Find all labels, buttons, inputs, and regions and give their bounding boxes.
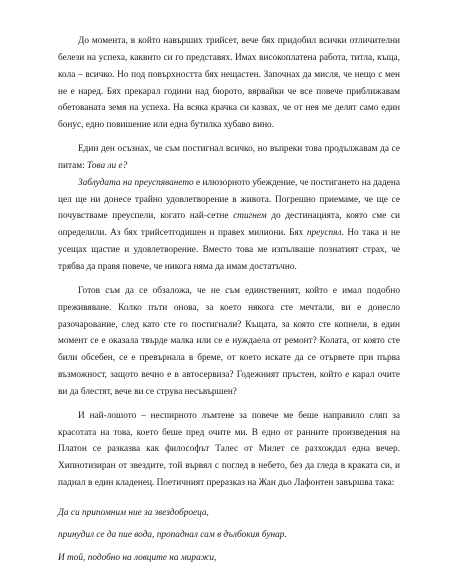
verse-line: Да си припомним ние за звездоброеца, [58,507,209,518]
paragraph-is-this-it [58,141,400,175]
paragraph-text: Един ден осъзнах, че съм постигнал всичко, но въпреки това продължавам да се питам: [58,144,400,171]
paragraph-text: е илюзорното убеждение, че постигането на дадена цел ще ни донесе трайно удовлетворение в живота. Погрешно приемаме, че ще се почувстваме преуспели, когато най-сетне [58,177,400,222]
paragraph-text: И най-лошото – неспирното лъмтене за повече ме беше направило сляп за красотата на това, което беше пред очите ми. В едно от ранните произведения на Платон се разказва как философът Талес от Милет се разхождал една вечер. Хипнотизиран от звездите, той вървял с поглед в небето, без да гледа в краката си, и паднал в един кладенец. Поетичният преразказ на Жан дьо Лафонтен завършва така: [58,410,400,489]
emphasis-question: Това ли е? [87,160,128,171]
emphasis-term: Заблудата на преуспяването [78,177,194,188]
verse-line: принудил се да пие вода, пропаднал сам в дълбокия бунар. [58,530,287,541]
emphasis-word: преуспял [306,228,342,239]
paragraph-success-markers [58,33,400,134]
verse-line: И той, подобно на ловците на миражи, [58,552,217,563]
paragraph-text: до дестинацията, която сме си определили. Аз бях трийсетгодишен и правех милиони. Бях [58,211,401,239]
emphasis-word: стигнем [233,211,267,222]
paragraph-text: . Но така и не усещах щастие и удовлетворение. Вместо това ме изпълваше познатият страх, че трябва да правя повече, че никога няма да имам достатъчно. [58,228,400,272]
paragraph-thales [58,408,400,492]
paragraph-not-alone [58,283,400,401]
paragraph-text: Готов съм да се обзаложа, че не съм единственият, който е имал подобно преживяване. Колко пъти онова, за което някога сте мечтали, ви е донесло разочарование, след като сте го постигнали? Къщата, за която сте копнели, в един момент се е оказала твърде малка или се е нуждаела от ремонт? Колата, от която сте били обсебен, се е превърнала в бреме, от което искате да се отървете при първа възможност, защото вечно е в автосервиза? Годежният пръстен, който е карал очите ви да блестят, вече ви се струва несъвършен? [58,285,400,397]
paragraph-text: До момента, в който навърших трийсет, вече бях придобил всички отличителни белези на успеха, каквито си го представях. Имах високоплатена работа, титла, къща, кола – всичко. Но под повърхността бях нещастен. Започнах да мисля, че нещо с мен не е наред. Бях прекарал години над бюрото, вярвайки че все повече приближавам обетованата земя на успеха. На всяка крачка си казвах, че от нея ме делят само един бонус, едно повишение или една бутилка хубаво вино. [58,36,400,131]
paragraph-success-delusion [58,175,400,276]
verse-block [58,502,400,570]
